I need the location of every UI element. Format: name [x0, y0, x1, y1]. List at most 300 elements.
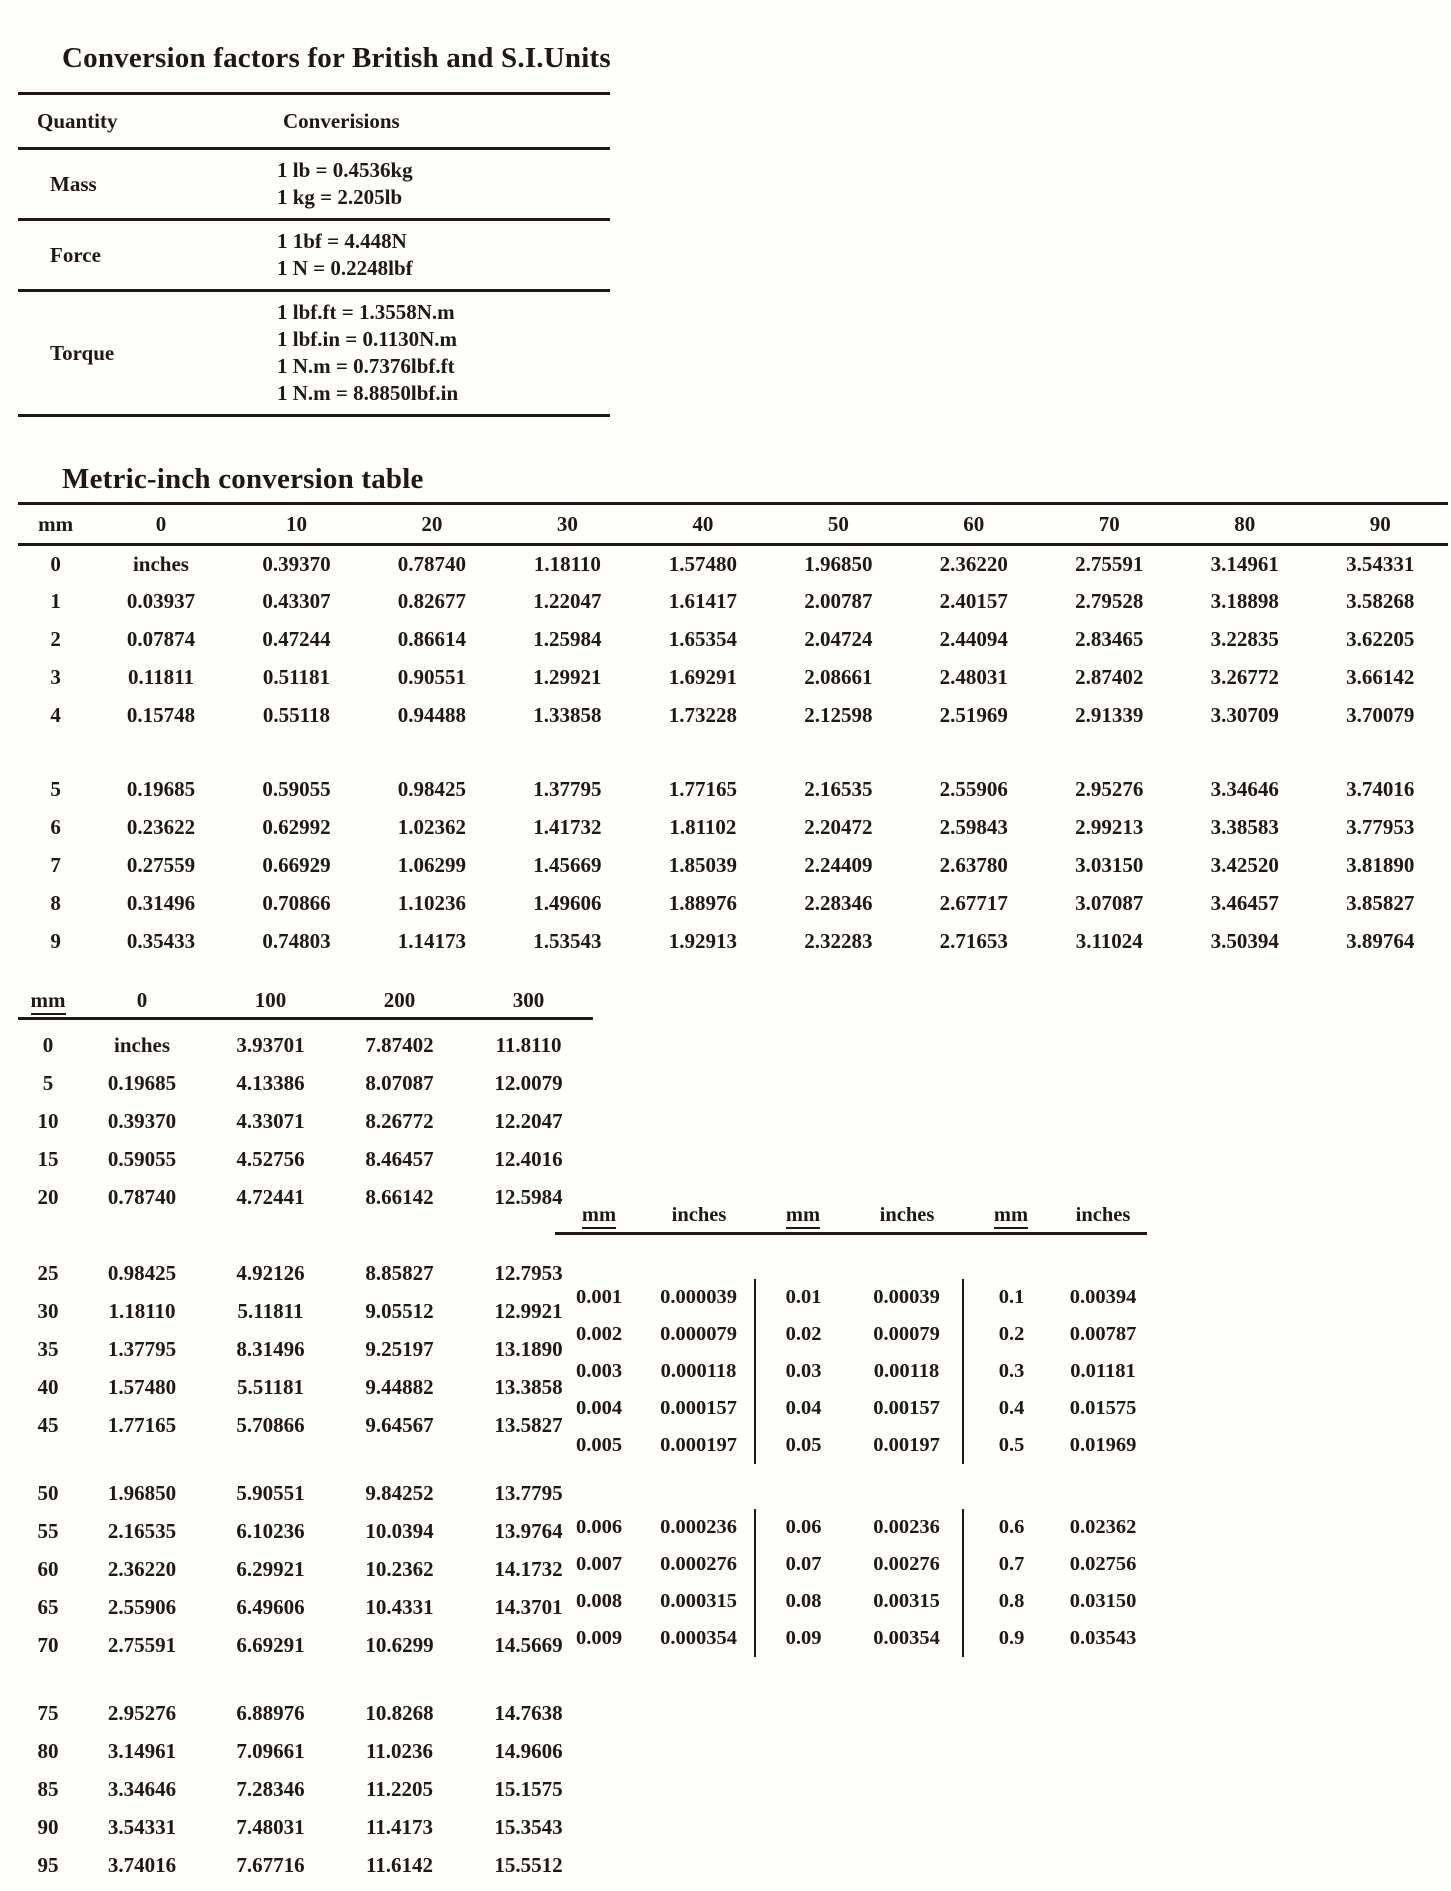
value-cell: 3.77953	[1346, 815, 1415, 839]
value-cell: 0.004	[575, 1397, 623, 1419]
value-cell: 7	[50, 853, 61, 877]
value-cell: 1.41732	[533, 815, 602, 839]
value-cell: 3.62205	[1346, 627, 1415, 651]
value-cell: 0.6	[963, 1509, 1059, 1546]
value-cell: 0.78740	[397, 551, 467, 576]
value-cell: 2.55906	[939, 777, 1008, 801]
value-cell: 7.48031	[236, 1814, 305, 1839]
value-cell: 0.9	[963, 1620, 1059, 1657]
value-cell: 0.01969	[1069, 1434, 1137, 1456]
value-cell: 11.0236	[365, 1738, 434, 1763]
value-cell: 0.00394	[1069, 1286, 1137, 1308]
table-row	[555, 1390, 1147, 1427]
value-cell: 0.09	[755, 1620, 851, 1657]
table-row	[18, 1064, 593, 1102]
value-cell: 1.77165	[668, 777, 737, 801]
value-cell: 0.02362	[1069, 1516, 1137, 1538]
value-cell: 2.83465	[1075, 627, 1144, 651]
value-cell: 0.006	[575, 1516, 623, 1538]
value-cell: 1.96850	[107, 1480, 177, 1505]
col-header: mm	[18, 504, 93, 545]
value-cell: 14.3701	[494, 1594, 563, 1619]
table-row	[555, 1353, 1147, 1390]
value-cell: 9	[50, 929, 61, 953]
table-row	[18, 1292, 593, 1330]
value-cell: 5.51181	[236, 1374, 305, 1399]
value-cell: 20	[37, 1184, 59, 1209]
value-cell: 1.69291	[668, 665, 737, 689]
value-cell: 2.75591	[107, 1632, 177, 1657]
value-cell: 6.10236	[236, 1518, 305, 1543]
value-cell: 1.88976	[668, 891, 737, 915]
value-cell: 2.16535	[107, 1518, 177, 1543]
value-cell: 0.00276	[873, 1553, 940, 1575]
value-cell: 6	[50, 815, 61, 839]
value-cell: 0.2	[963, 1316, 1059, 1353]
value-cell: 0.00236	[873, 1516, 940, 1538]
value-cell: 4.92126	[236, 1260, 305, 1285]
hundreds-table-header-row	[18, 985, 593, 1018]
value-cell: 0.35433	[126, 929, 196, 953]
table-row	[18, 1406, 593, 1444]
col-header: 30	[500, 504, 635, 545]
value-cell: 85	[37, 1776, 59, 1801]
value-cell: 11.8110	[495, 1032, 562, 1057]
table-row	[18, 1846, 593, 1884]
table-row	[18, 1474, 593, 1512]
value-cell: 0.98425	[107, 1260, 177, 1285]
value-cell: 4.13386	[236, 1070, 305, 1095]
value-cell: 14.1732	[494, 1556, 563, 1581]
value-cell: 1.14173	[397, 929, 467, 953]
value-cell: 40	[37, 1374, 59, 1399]
value-cell: 75	[37, 1700, 59, 1725]
table-row	[18, 1178, 593, 1216]
value-cell: 3.50394	[1210, 929, 1279, 953]
value-cell: 7.87402	[365, 1032, 434, 1057]
value-cell: 80	[37, 1738, 59, 1763]
value-cell: 0.00039	[873, 1286, 940, 1308]
value-cell: 9.84252	[365, 1480, 434, 1505]
value-cell: 2.04724	[804, 627, 873, 651]
value-cell: 3.54331	[107, 1814, 177, 1839]
value-cell: 5.70866	[236, 1412, 305, 1437]
table-row	[555, 1509, 1147, 1546]
value-cell: 0.000236	[660, 1516, 737, 1538]
value-cell: 1.25984	[533, 627, 602, 651]
metric-inch-hundreds-table	[18, 985, 593, 1884]
conversion-factors-table	[18, 92, 610, 417]
metric-inch-main-table	[18, 502, 1448, 961]
value-cell: 1.06299	[397, 853, 467, 877]
value-cell: 13.7795	[494, 1480, 563, 1505]
value-cell: 0.000079	[660, 1323, 737, 1345]
table-row	[18, 1026, 593, 1064]
value-cell: 5	[42, 1070, 54, 1095]
value-cell: inches	[113, 1032, 170, 1057]
value-cell: 2.16535	[804, 777, 873, 801]
value-cell: 13.5827	[494, 1412, 563, 1437]
value-cell: 1.45669	[533, 853, 602, 877]
value-cell: 3	[50, 665, 61, 689]
value-cell: 6.88976	[236, 1700, 305, 1725]
value-cell: 10	[37, 1108, 59, 1133]
value-cell: 13.1890	[494, 1336, 563, 1361]
value-cell: 0.000118	[660, 1360, 737, 1382]
value-cell: 7.09661	[236, 1738, 305, 1763]
table-row	[18, 1368, 593, 1406]
col-header: 40	[635, 504, 770, 545]
table-row	[18, 1808, 593, 1846]
value-cell: 0.009	[575, 1627, 623, 1649]
value-cell: 0.94488	[397, 703, 467, 727]
value-cell: 10.6299	[365, 1632, 434, 1657]
value-cell: 0.000197	[660, 1434, 737, 1456]
value-cell: 1.77165	[107, 1412, 177, 1437]
quantity-cell: Torque	[18, 291, 253, 416]
value-cell: 15.3543	[494, 1814, 563, 1839]
value-cell: 2.59843	[939, 815, 1008, 839]
value-cell: 11.4173	[365, 1814, 434, 1839]
value-cell: 0.06	[755, 1509, 851, 1546]
value-cell: 0.4	[963, 1390, 1059, 1427]
table-row	[18, 659, 1448, 697]
value-cell: 0.82677	[397, 589, 467, 613]
value-cell: 0.07	[755, 1546, 851, 1583]
value-cell: 3.14961	[107, 1738, 177, 1763]
value-cell: 12.9921	[494, 1298, 563, 1323]
value-cell: 0	[42, 1032, 54, 1057]
value-cell: 0.11811	[128, 665, 194, 689]
value-cell: 7.67716	[236, 1852, 305, 1877]
group-gap	[18, 735, 1448, 771]
value-cell: 0.90551	[397, 665, 467, 689]
value-cell: 2.71653	[939, 929, 1008, 953]
col-header: inches	[643, 1200, 755, 1233]
value-cell: 1.73228	[668, 703, 737, 727]
value-cell: 0.00197	[873, 1434, 940, 1456]
value-cell: 8.85827	[365, 1260, 434, 1285]
quantity-cell: Force	[18, 220, 253, 291]
value-cell: 0.5	[963, 1427, 1059, 1464]
value-cell: 0.03937	[126, 589, 196, 613]
value-cell: 6.29921	[236, 1556, 305, 1581]
value-cell: 3.74016	[107, 1852, 177, 1877]
value-cell: 30	[37, 1298, 59, 1323]
table-row	[18, 1770, 593, 1808]
conversions-cell: 1 1bf = 4.448N 1 N = 0.2248lbf	[253, 220, 610, 291]
value-cell: 1.92913	[668, 929, 737, 953]
col-header: 90	[1312, 504, 1448, 545]
value-cell: 0.59055	[107, 1146, 177, 1171]
value-cell: 12.5984	[494, 1184, 563, 1209]
value-cell: 0.78740	[107, 1184, 177, 1209]
value-cell: 3.70079	[1346, 703, 1415, 727]
value-cell: 0.98425	[397, 777, 467, 801]
value-cell: 25	[37, 1260, 59, 1285]
col-header: 10	[229, 504, 364, 545]
table-row	[555, 1279, 1147, 1316]
value-cell: 65	[37, 1594, 59, 1619]
col-header: 0	[78, 985, 206, 1018]
value-cell: 12.2047	[494, 1108, 563, 1133]
value-cell: 3.30709	[1210, 703, 1279, 727]
value-cell: 0.03150	[1069, 1590, 1137, 1612]
value-cell: 8.26772	[365, 1108, 434, 1133]
value-cell: 0.02	[755, 1316, 851, 1353]
decimal-mm-inches-table	[555, 1200, 1147, 1657]
metric-inch-title: Metric-inch conversion table	[62, 463, 424, 495]
value-cell: 9.64567	[365, 1412, 434, 1437]
value-cell: 0.19685	[126, 777, 196, 801]
value-cell: 0.39370	[107, 1108, 177, 1133]
value-cell: 8.66142	[365, 1184, 434, 1209]
value-cell: 2.75591	[1075, 551, 1144, 576]
col-header: 20	[364, 504, 499, 545]
value-cell: 0.3	[963, 1353, 1059, 1390]
value-cell: 10.4331	[365, 1594, 434, 1619]
table-row	[18, 1330, 593, 1368]
value-cell: 5.11811	[237, 1298, 304, 1323]
value-cell: 0.000276	[660, 1553, 737, 1575]
value-cell: 10.2362	[365, 1556, 434, 1581]
value-cell: 3.58268	[1346, 589, 1415, 613]
value-cell: 1.33858	[533, 703, 602, 727]
value-cell: 1.37795	[533, 777, 602, 801]
value-cell: 13.3858	[494, 1374, 563, 1399]
group-gap	[18, 1664, 593, 1694]
value-cell: 0.01575	[1069, 1397, 1137, 1419]
value-cell: 4.52756	[236, 1146, 305, 1171]
table-row	[555, 1316, 1147, 1353]
col-header: mm	[555, 1200, 643, 1233]
value-cell: 0.02756	[1069, 1553, 1137, 1575]
value-cell: 6.69291	[236, 1632, 305, 1657]
conversions-cell: 1 lb = 0.4536kg 1 kg = 2.205lb	[253, 149, 610, 220]
value-cell: 1.29921	[533, 665, 602, 689]
value-cell: 1.53543	[533, 929, 602, 953]
value-cell: 0.1	[963, 1279, 1059, 1316]
value-cell: 0.00157	[873, 1397, 940, 1419]
decimal-table-header-row	[555, 1200, 1147, 1233]
value-cell: 2.67717	[939, 891, 1008, 915]
value-cell: 1	[50, 589, 61, 613]
value-cell: 2	[50, 627, 61, 651]
col-header: 80	[1177, 504, 1312, 545]
col-header: mm	[755, 1200, 851, 1233]
value-cell: 0.03543	[1069, 1627, 1137, 1649]
value-cell: 2.63780	[939, 853, 1008, 877]
value-cell: 6.49606	[236, 1594, 305, 1619]
value-cell: 3.34646	[1210, 777, 1279, 801]
value-cell: 2.12598	[804, 703, 873, 727]
table-row	[18, 1140, 593, 1178]
value-cell: 0	[50, 551, 61, 576]
main-table-header-row	[18, 504, 1448, 545]
table-row	[18, 1254, 593, 1292]
value-cell: 4.72441	[236, 1184, 305, 1209]
value-cell: 0.000039	[660, 1286, 737, 1308]
value-cell: 0.05	[755, 1427, 851, 1464]
table-row	[18, 583, 1448, 621]
value-cell: 3.54331	[1346, 551, 1415, 576]
col-header: inches	[1059, 1200, 1147, 1233]
col-header: 0	[93, 504, 228, 545]
value-cell: 2.44094	[939, 627, 1008, 651]
value-cell: 2.28346	[804, 891, 873, 915]
value-cell: 70	[37, 1632, 59, 1657]
value-cell: 3.85827	[1346, 891, 1415, 915]
value-cell: 3.74016	[1346, 777, 1415, 801]
value-cell: 0.00787	[1069, 1323, 1137, 1345]
value-cell: 1.37795	[107, 1336, 177, 1361]
table-row	[555, 1620, 1147, 1657]
value-cell: 11.6142	[365, 1852, 434, 1877]
value-cell: 1.18110	[533, 551, 601, 576]
col-header: mm	[963, 1200, 1059, 1233]
value-cell: 11.2205	[365, 1776, 434, 1801]
value-cell: 0.8	[963, 1583, 1059, 1620]
value-cell: 3.81890	[1346, 853, 1415, 877]
value-cell: 2.99213	[1075, 815, 1144, 839]
value-cell: 3.22835	[1210, 627, 1279, 651]
value-cell: 0.03	[755, 1353, 851, 1390]
value-cell: 9.05512	[365, 1298, 434, 1323]
table-row	[18, 1732, 593, 1770]
value-cell: 0.23622	[126, 815, 196, 839]
group-gap	[18, 1018, 593, 1026]
value-cell: 10.0394	[365, 1518, 434, 1543]
value-cell: 2.51969	[939, 703, 1008, 727]
value-cell: 3.46457	[1210, 891, 1279, 915]
value-cell: 95	[37, 1852, 59, 1877]
value-cell: 2.32283	[804, 929, 873, 953]
col-header: 300	[464, 985, 593, 1018]
value-cell: 3.14961	[1210, 551, 1279, 576]
value-cell: 0.000315	[660, 1590, 737, 1612]
value-cell: 1.18110	[108, 1298, 176, 1323]
value-cell: 0.005	[575, 1434, 623, 1456]
value-cell: 3.89764	[1346, 929, 1415, 953]
table-row	[18, 1512, 593, 1550]
table-row	[18, 1694, 593, 1732]
value-cell: 0.51181	[262, 665, 330, 689]
value-cell: 4	[50, 703, 61, 727]
value-cell: 1.02362	[397, 815, 467, 839]
value-cell: 9.44882	[365, 1374, 434, 1399]
table-row	[555, 1583, 1147, 1620]
conv-header-row	[18, 94, 610, 149]
col-header: 200	[335, 985, 464, 1018]
value-cell: 0.002	[575, 1323, 623, 1345]
group-gap	[18, 1444, 593, 1474]
value-cell: 0.86614	[397, 627, 467, 651]
value-cell: 2.91339	[1075, 703, 1144, 727]
conv-header-conversions: Converisions	[253, 94, 610, 149]
value-cell: 1.61417	[668, 589, 737, 613]
value-cell: 1.96850	[804, 551, 873, 576]
value-cell: 0.01181	[1070, 1360, 1136, 1382]
value-cell: 2.55906	[107, 1594, 177, 1619]
value-cell: 0.27559	[126, 853, 196, 877]
value-cell: 2.95276	[1075, 777, 1144, 801]
value-cell: 0.000157	[660, 1397, 737, 1419]
value-cell: 4.33071	[236, 1108, 305, 1133]
value-cell: 0.04	[755, 1390, 851, 1427]
value-cell: 8.31496	[236, 1336, 305, 1361]
conv-row	[18, 220, 610, 291]
value-cell: 0.00079	[873, 1323, 940, 1345]
value-cell: 3.38583	[1210, 815, 1279, 839]
value-cell: 3.11024	[1075, 929, 1143, 953]
quantity-cell: Mass	[18, 149, 253, 220]
value-cell: 3.18898	[1210, 589, 1279, 613]
value-cell: 2.20472	[804, 815, 873, 839]
value-cell: 15.5512	[494, 1852, 563, 1877]
value-cell: 8.46457	[365, 1146, 434, 1171]
value-cell: 12.4016	[494, 1146, 563, 1171]
value-cell: 1.65354	[668, 627, 737, 651]
value-cell: 14.9606	[494, 1738, 563, 1763]
value-cell: 0.00354	[873, 1627, 940, 1649]
value-cell: 50	[37, 1480, 59, 1505]
value-cell: 12.0079	[494, 1070, 563, 1095]
value-cell: 0.003	[575, 1360, 623, 1382]
conversions-cell: 1 lbf.ft = 1.3558N.m 1 lbf.in = 0.1130N.m 1 N.m = 0.7376lbf.ft 1 N.m = 8.8850lbf.in	[253, 291, 610, 416]
value-cell: 2.95276	[107, 1700, 177, 1725]
conversion-factors-title: Conversion factors for British and S.I.Units	[62, 42, 611, 74]
value-cell: 14.7638	[494, 1700, 563, 1725]
value-cell: 0.55118	[262, 703, 330, 727]
value-cell: 45	[37, 1412, 59, 1437]
value-cell: 13.9764	[494, 1518, 563, 1543]
value-cell: 0.07874	[126, 627, 196, 651]
value-cell: 1.81102	[669, 815, 737, 839]
table-row	[18, 1550, 593, 1588]
value-cell: 1.10236	[397, 891, 467, 915]
col-header: 50	[771, 504, 906, 545]
value-cell: 1.49606	[533, 891, 602, 915]
value-cell: 3.93701	[236, 1032, 305, 1057]
value-cell: 3.26772	[1210, 665, 1279, 689]
value-cell: 0.7	[963, 1546, 1059, 1583]
value-cell: 10.8268	[365, 1700, 434, 1725]
value-cell: 12.7953	[494, 1260, 563, 1285]
value-cell: 3.03150	[1075, 853, 1144, 877]
value-cell: 3.07087	[1075, 891, 1144, 915]
value-cell: 0.19685	[107, 1070, 177, 1095]
table-row	[18, 1588, 593, 1626]
col-header: 100	[206, 985, 335, 1018]
conv-row	[18, 149, 610, 220]
col-header: 70	[1042, 504, 1177, 545]
value-cell: 8.07087	[365, 1070, 434, 1095]
value-cell: 1.85039	[668, 853, 737, 877]
col-header: mm	[18, 985, 78, 1018]
value-cell: 0.007	[575, 1553, 623, 1575]
table-row	[18, 697, 1448, 735]
value-cell: 0.01	[755, 1279, 851, 1316]
value-cell: 2.79528	[1075, 589, 1144, 613]
value-cell: 14.5669	[494, 1632, 563, 1657]
value-cell: 0.15748	[126, 703, 196, 727]
value-cell: 0.00118	[873, 1360, 940, 1382]
value-cell: 1.22047	[533, 589, 602, 613]
table-row	[18, 885, 1448, 923]
value-cell: 0.47244	[262, 627, 331, 651]
value-cell: 0.59055	[262, 777, 331, 801]
conv-header-quantity: Quantity	[18, 94, 253, 149]
